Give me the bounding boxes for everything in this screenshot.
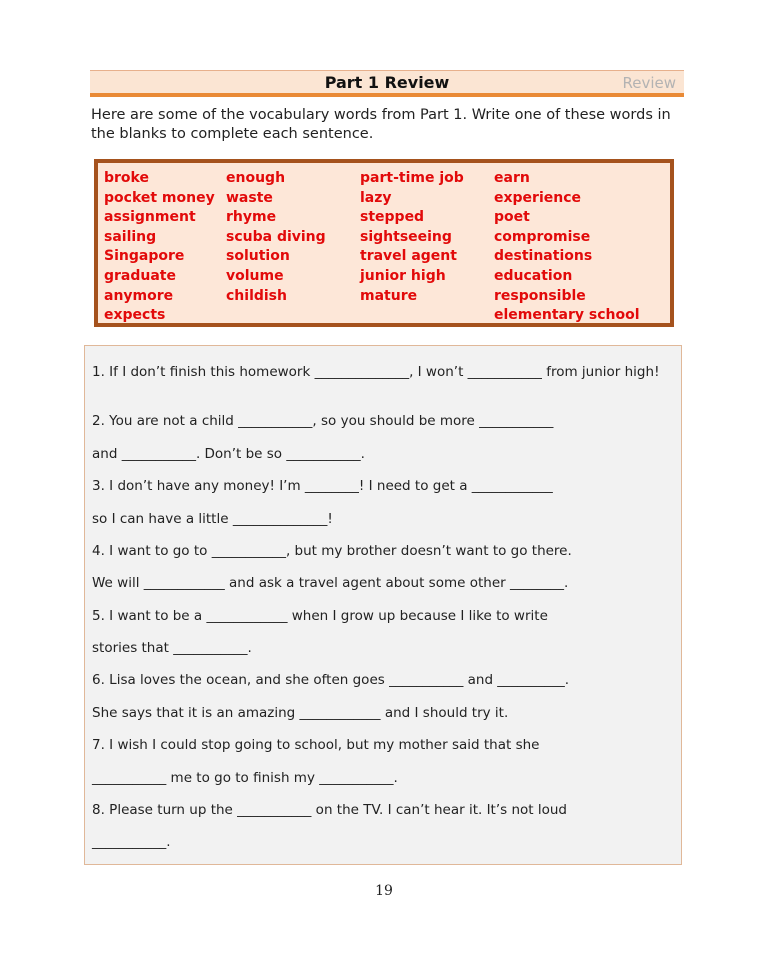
word-bank-word: solution	[226, 248, 290, 265]
word-bank-word: part-time job	[360, 170, 464, 186]
word-bank-word: lazy	[360, 189, 392, 206]
word-bank-word: earn	[494, 170, 530, 186]
word-bank-word: volume	[226, 267, 284, 284]
word-bank-word: sailing	[104, 228, 157, 245]
exercise-line-12: 7. I wish I could stop going to school, but my mother said that she	[92, 737, 540, 753]
section-tag: Review	[622, 74, 676, 92]
exercise-line-6: 4. I want to go to ___________, but my brother doesn’t want to go there.	[92, 543, 572, 559]
word-bank-word: education	[494, 267, 573, 284]
exercise-box	[84, 345, 682, 865]
word-bank-word: mature	[360, 287, 418, 304]
instructions-text: Here are some of the vocabulary words from Part 1. Write one of these words in the blanks to complete each sentence.	[91, 107, 671, 142]
exercise-line-11: She says that it is an amazing ____________ and I should try it.	[92, 705, 509, 721]
word-bank-word: poet	[494, 209, 530, 226]
exercise-line-2: 2. You are not a child ___________, so you should be more ___________	[92, 413, 554, 429]
word-bank-word: responsible	[494, 287, 586, 304]
word-bank-word: Singapore	[104, 248, 185, 265]
word-bank-column-4	[494, 169, 640, 326]
word-bank-word: anymore	[104, 287, 174, 304]
word-bank-word: waste	[226, 189, 273, 206]
exercise-line-4: 3. I don’t have any money! I’m ________! I need to get a ____________	[92, 478, 553, 494]
word-bank-word: expects	[104, 307, 166, 324]
word-bank-word: experience	[494, 189, 582, 206]
word-bank-word: travel agent	[360, 248, 457, 265]
word-bank-word: assignment	[104, 209, 196, 226]
exercise-line-15: ___________.	[92, 834, 171, 850]
word-bank-word: broke	[104, 170, 149, 186]
word-bank-word: compromise	[494, 228, 591, 245]
word-bank-word: junior high	[360, 267, 446, 284]
page-number: 19	[375, 883, 393, 899]
word-bank-word: elementary school	[494, 307, 640, 324]
word-bank-column-3	[360, 169, 464, 306]
word-bank-word: enough	[226, 170, 286, 186]
word-bank-word: destinations	[494, 248, 593, 265]
exercise-line-9: stories that ___________.	[92, 640, 252, 656]
word-bank-word: sightseeing	[360, 228, 452, 245]
word-bank	[94, 159, 674, 327]
exercise-line-8: 5. I want to be a ____________ when I grow up because I like to write	[92, 608, 548, 624]
word-bank-word: pocket money	[104, 189, 215, 206]
word-bank-word: childish	[226, 287, 287, 304]
word-bank-word: rhyme	[226, 209, 277, 226]
word-bank-word: stepped	[360, 209, 425, 226]
exercise-line-5: so I can have a little ______________!	[92, 511, 333, 527]
exercise-line-3: and ___________. Don’t be so ___________.	[92, 446, 365, 462]
exercise-line-13: ___________ me to go to finish my ___________.	[92, 770, 398, 786]
section-header	[90, 70, 684, 97]
exercise-line-10: 6. Lisa loves the ocean, and she often goes ___________ and __________.	[92, 672, 570, 688]
word-bank-word: graduate	[104, 267, 176, 284]
exercise-line-7: We will ____________ and ask a travel agent about some other ________.	[92, 575, 569, 591]
word-bank-column-2	[226, 169, 326, 306]
section-title: Part 1 Review	[324, 73, 450, 92]
exercise-line-1: 1. If I don’t finish this homework ______________, I won’t ___________ from junior high!	[92, 364, 660, 380]
exercise-line-14: 8. Please turn up the ___________ on the TV. I can’t hear it. It’s not loud	[92, 802, 567, 818]
word-bank-word: scuba diving	[226, 228, 326, 245]
word-bank-column-1	[104, 169, 215, 326]
